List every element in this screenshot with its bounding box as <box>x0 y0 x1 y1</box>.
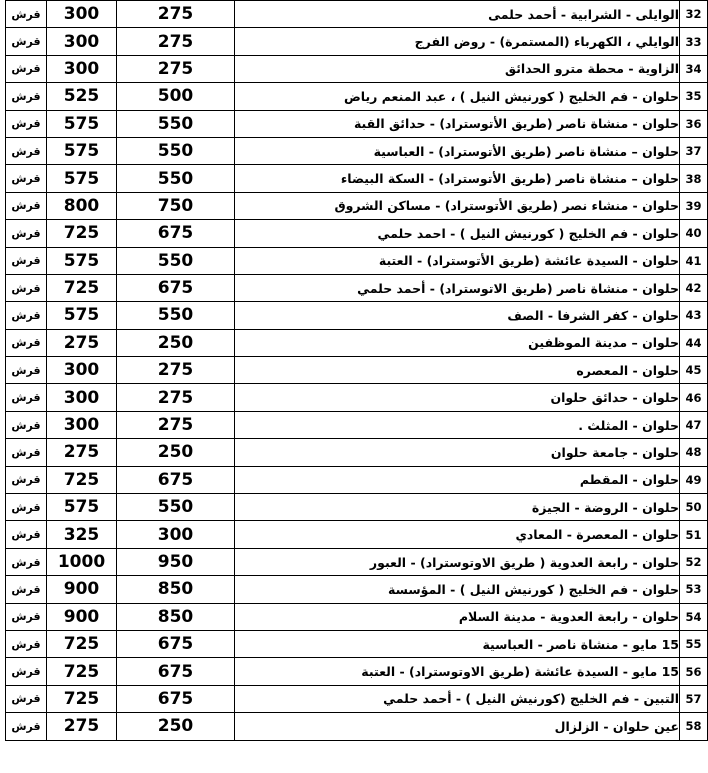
currency-cell: قرش <box>6 384 47 411</box>
table-row <box>6 713 708 740</box>
table-row <box>6 411 708 438</box>
table-row <box>6 83 708 110</box>
route-cell: حلوان - المقطم <box>235 466 680 493</box>
currency-cell: قرش <box>6 357 47 384</box>
fare-old-cell: 250 <box>117 439 235 466</box>
fare-old-cell: 250 <box>117 329 235 356</box>
fare-new-cell: 575 <box>47 247 117 274</box>
fare-new-cell: 725 <box>47 658 117 685</box>
fare-old-cell: 275 <box>117 384 235 411</box>
currency-cell: قرش <box>6 165 47 192</box>
fare-old-cell: 850 <box>117 603 235 630</box>
route-cell: الزاوية - محطة مترو الحدائق <box>235 55 680 82</box>
row-number-cell: 58 <box>680 713 708 740</box>
table-row <box>6 658 708 685</box>
fare-table-body <box>6 1 708 741</box>
route-cell: حلوان - رابعة العدوية - مدينة السلام <box>235 603 680 630</box>
fare-new-cell: 725 <box>47 466 117 493</box>
route-cell: حلوان - المعصره <box>235 357 680 384</box>
fare-old-cell: 675 <box>117 220 235 247</box>
currency-cell: قرش <box>6 302 47 329</box>
table-row <box>6 55 708 82</box>
route-cell: الوايلى - الشرابية - أحمد حلمى <box>235 1 680 28</box>
table-row <box>6 439 708 466</box>
fare-new-cell: 575 <box>47 110 117 137</box>
route-cell: عين حلوان - الزلزال <box>235 713 680 740</box>
row-number-cell: 51 <box>680 521 708 548</box>
row-number-cell: 46 <box>680 384 708 411</box>
row-number-cell: 39 <box>680 192 708 219</box>
row-number-cell: 33 <box>680 28 708 55</box>
table-row <box>6 165 708 192</box>
currency-cell: قرش <box>6 28 47 55</box>
route-cell: حلوان – منشاة ناصر (طريق الأتوستراد) - العباسية <box>235 137 680 164</box>
row-number-cell: 38 <box>680 165 708 192</box>
fare-new-cell: 725 <box>47 274 117 301</box>
fare-new-cell: 275 <box>47 439 117 466</box>
table-row <box>6 384 708 411</box>
row-number-cell: 49 <box>680 466 708 493</box>
fare-new-cell: 575 <box>47 137 117 164</box>
route-cell: حلوان - فم الخليج ( كورنيش النيل ) - المؤسسة <box>235 576 680 603</box>
fare-old-cell: 675 <box>117 630 235 657</box>
fare-new-cell: 300 <box>47 357 117 384</box>
fare-new-cell: 275 <box>47 329 117 356</box>
currency-cell: قرش <box>6 630 47 657</box>
fare-old-cell: 850 <box>117 576 235 603</box>
currency-cell: قرش <box>6 411 47 438</box>
row-number-cell: 40 <box>680 220 708 247</box>
route-cell: حلوان - الروضة - الجيزة <box>235 494 680 521</box>
row-number-cell: 52 <box>680 548 708 575</box>
currency-cell: قرش <box>6 192 47 219</box>
currency-cell: قرش <box>6 576 47 603</box>
row-number-cell: 55 <box>680 630 708 657</box>
currency-cell: قرش <box>6 55 47 82</box>
route-cell: 15 مايو - منشاة ناصر - العباسية <box>235 630 680 657</box>
table-row <box>6 247 708 274</box>
fare-new-cell: 300 <box>47 1 117 28</box>
row-number-cell: 43 <box>680 302 708 329</box>
row-number-cell: 47 <box>680 411 708 438</box>
route-cell: 15 مايو - السيدة عائشة (طريق الاوتوستراد) - العتبة <box>235 658 680 685</box>
fare-new-cell: 725 <box>47 685 117 712</box>
row-number-cell: 53 <box>680 576 708 603</box>
table-row <box>6 28 708 55</box>
currency-cell: قرش <box>6 110 47 137</box>
currency-cell: قرش <box>6 494 47 521</box>
fare-old-cell: 675 <box>117 685 235 712</box>
fare-new-cell: 575 <box>47 494 117 521</box>
table-row <box>6 220 708 247</box>
table-row <box>6 110 708 137</box>
fare-old-cell: 550 <box>117 494 235 521</box>
currency-cell: قرش <box>6 685 47 712</box>
route-cell: حلوان - فم الخليج ( كورنيش النيل ) - احمد حلمي <box>235 220 680 247</box>
currency-cell: قرش <box>6 83 47 110</box>
fare-old-cell: 275 <box>117 55 235 82</box>
fare-old-cell: 275 <box>117 1 235 28</box>
fare-new-cell: 575 <box>47 165 117 192</box>
table-row <box>6 576 708 603</box>
currency-cell: قرش <box>6 220 47 247</box>
table-row <box>6 466 708 493</box>
route-cell: حلوان - جامعة حلوان <box>235 439 680 466</box>
row-number-cell: 35 <box>680 83 708 110</box>
table-row <box>6 1 708 28</box>
route-cell: الوايلي ، الكهرباء (المستمرة) - روض الفرج <box>235 28 680 55</box>
route-cell: حلوان - السيدة عائشة (طريق الأتوستراد) - العتبة <box>235 247 680 274</box>
route-cell: التبين - فم الخليج (كورنيش النيل ) - أحمد حلمي <box>235 685 680 712</box>
table-row <box>6 630 708 657</box>
table-row <box>6 302 708 329</box>
fare-new-cell: 800 <box>47 192 117 219</box>
fare-old-cell: 275 <box>117 357 235 384</box>
row-number-cell: 34 <box>680 55 708 82</box>
currency-cell: قرش <box>6 137 47 164</box>
fare-old-cell: 750 <box>117 192 235 219</box>
fare-new-cell: 325 <box>47 521 117 548</box>
fare-new-cell: 300 <box>47 411 117 438</box>
fare-old-cell: 275 <box>117 411 235 438</box>
fare-new-cell: 300 <box>47 384 117 411</box>
row-number-cell: 37 <box>680 137 708 164</box>
table-row <box>6 192 708 219</box>
fare-old-cell: 500 <box>117 83 235 110</box>
table-row <box>6 548 708 575</box>
row-number-cell: 45 <box>680 357 708 384</box>
table-row <box>6 137 708 164</box>
fare-old-cell: 300 <box>117 521 235 548</box>
row-number-cell: 57 <box>680 685 708 712</box>
table-row <box>6 685 708 712</box>
currency-cell: قرش <box>6 603 47 630</box>
route-cell: حلوان – مدينة الموظفين <box>235 329 680 356</box>
route-cell: حلوان - المثلث . <box>235 411 680 438</box>
fare-old-cell: 675 <box>117 466 235 493</box>
fare-new-cell: 725 <box>47 220 117 247</box>
fare-new-cell: 275 <box>47 713 117 740</box>
route-cell: حلوان – منشاة ناصر (طريق الأتوستراد) - السكة البيضاء <box>235 165 680 192</box>
table-row <box>6 603 708 630</box>
currency-cell: قرش <box>6 548 47 575</box>
row-number-cell: 36 <box>680 110 708 137</box>
currency-cell: قرش <box>6 1 47 28</box>
fare-new-cell: 300 <box>47 55 117 82</box>
currency-cell: قرش <box>6 247 47 274</box>
currency-cell: قرش <box>6 466 47 493</box>
fare-old-cell: 550 <box>117 110 235 137</box>
route-cell: حلوان - منشاء نصر (طريق الأتوستراد) - مساكن الشروق <box>235 192 680 219</box>
route-cell: حلوان - المعصرة - المعادي <box>235 521 680 548</box>
route-cell: حلوان - منشاة ناصر (طريق الاتوستراد) - أحمد حلمي <box>235 274 680 301</box>
currency-cell: قرش <box>6 658 47 685</box>
route-cell: حلوان - فم الخليج ( كورنيش النيل ) ، عبد المنعم رياض <box>235 83 680 110</box>
currency-cell: قرش <box>6 274 47 301</box>
fare-old-cell: 550 <box>117 165 235 192</box>
row-number-cell: 41 <box>680 247 708 274</box>
fare-table <box>5 0 708 741</box>
row-number-cell: 48 <box>680 439 708 466</box>
fare-old-cell: 550 <box>117 247 235 274</box>
fare-old-cell: 275 <box>117 28 235 55</box>
fare-old-cell: 250 <box>117 713 235 740</box>
table-row <box>6 521 708 548</box>
fare-new-cell: 900 <box>47 576 117 603</box>
route-cell: حلوان - حدائق حلوان <box>235 384 680 411</box>
route-cell: حلوان - كفر الشرفا - الصف <box>235 302 680 329</box>
fare-old-cell: 950 <box>117 548 235 575</box>
row-number-cell: 32 <box>680 1 708 28</box>
table-row <box>6 494 708 521</box>
fare-old-cell: 675 <box>117 658 235 685</box>
table-row <box>6 357 708 384</box>
row-number-cell: 50 <box>680 494 708 521</box>
row-number-cell: 56 <box>680 658 708 685</box>
row-number-cell: 54 <box>680 603 708 630</box>
currency-cell: قرش <box>6 713 47 740</box>
table-row <box>6 274 708 301</box>
fare-new-cell: 525 <box>47 83 117 110</box>
row-number-cell: 44 <box>680 329 708 356</box>
fare-new-cell: 575 <box>47 302 117 329</box>
table-row <box>6 329 708 356</box>
route-cell: حلوان - رابعة العدوية ( طريق الاوتوستراد) - العبور <box>235 548 680 575</box>
fare-old-cell: 550 <box>117 302 235 329</box>
fare-old-cell: 675 <box>117 274 235 301</box>
fare-new-cell: 300 <box>47 28 117 55</box>
fare-new-cell: 1000 <box>47 548 117 575</box>
fare-new-cell: 900 <box>47 603 117 630</box>
fare-new-cell: 725 <box>47 630 117 657</box>
currency-cell: قرش <box>6 521 47 548</box>
currency-cell: قرش <box>6 439 47 466</box>
row-number-cell: 42 <box>680 274 708 301</box>
currency-cell: قرش <box>6 329 47 356</box>
route-cell: حلوان - منشاة ناصر (طريق الأتوستراد) - حدائق القبة <box>235 110 680 137</box>
fare-old-cell: 550 <box>117 137 235 164</box>
